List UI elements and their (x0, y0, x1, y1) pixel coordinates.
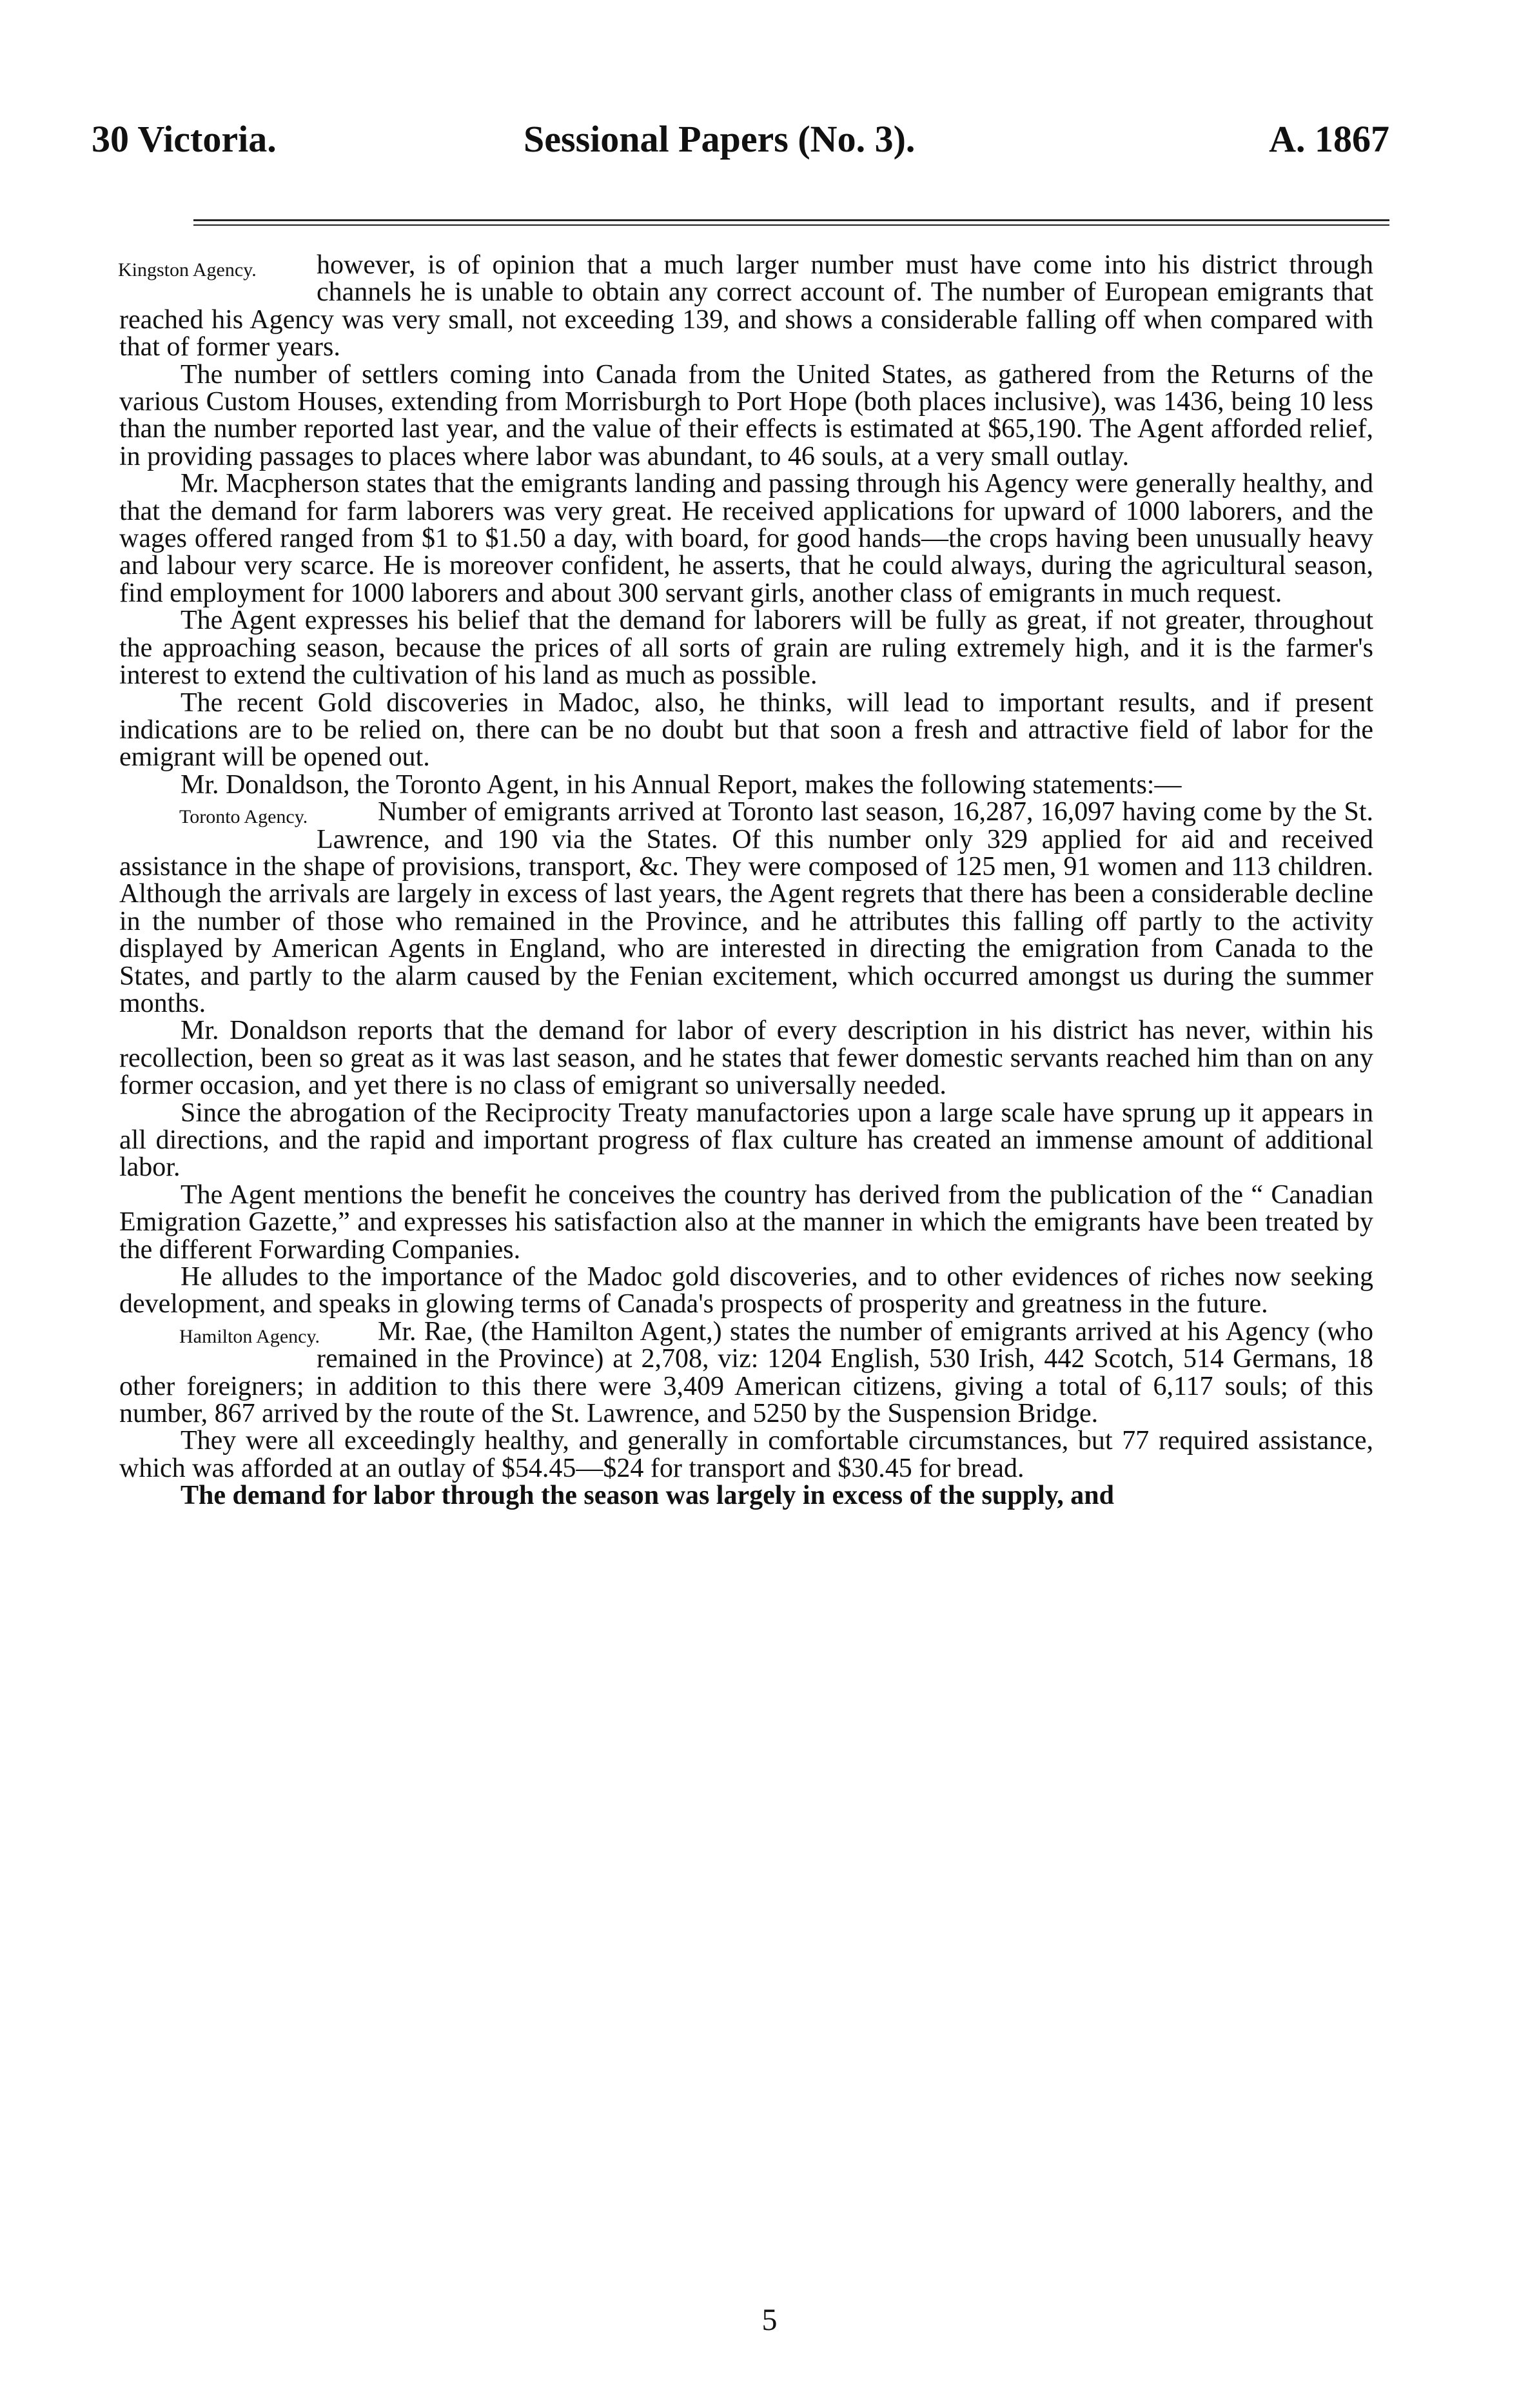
paragraph: Kingston Agency. however, is of opinion that a much larger number must have come into his district through channels he is unable to obtain any correct account of. The number of European emigrants that reached his Agency was very small, not exceeding 139, and shows a considerable falling off when compared with that of former years. (118, 250, 1373, 362)
paragraph: The recent Gold discoveries in Madoc, also, he thinks, will lead to important results, and if present indications are to be relied on, there can be no doubt but that soon a fresh and attractive field of labor for the emigrant will be opened out. (119, 687, 1373, 773)
paragraph: The number of settlers coming into Canada from the United States, as gathered from the Returns of the various Custom Houses, extending from Morrisburgh to Port Hope (both places inclusive), was 1436, being 10 less than the number reported last year, and the value of their effects is estimated at $65,190. The Agent afforded relief, in providing passages to places where labor was abundant, to 46 souls, at a very small outlay. (119, 359, 1373, 471)
header-rule-top (193, 219, 1389, 221)
paragraph: Mr. Donaldson, the Toronto Agent, in his Annual Report, makes the following statements:— (181, 769, 1182, 800)
paragraph: The Agent mentions the benefit he conceives the country has derived from the publication of the “ Canadian Emigration Gazette,” and expresses his satisfaction also at the manner in which the emigrants have been treated by the different Forwarding Companies. (119, 1179, 1373, 1265)
paragraph-last-line: The demand for labor through the season was largely in excess of the supply, and (181, 1481, 1115, 1511)
margin-note-toronto: Toronto Agency. (179, 806, 308, 828)
paragraph: Hamilton Agency. Mr. Rae, (the Hamilton Agent,) states the number of emigrants arrived at his Agency (who remained in the Province) at 2,708, viz: 1204 English, 530 Irish, 442 Scotch, 514 Germans, 18 other foreigners; in addition to this there were 3,409 American citizens, giving a total of 6,117 souls; of this number, 867 arrived by the route of the St. Lawrence, and 5250 by the Suspension Bridge. (119, 1316, 1373, 1429)
paragraph: The Agent expresses his belief that the demand for laborers will be fully as great, if not greater, throughout the approaching season, because the prices of all sorts of grain are ruling extremely high, and it is the farmer's interest to extend the cultivation of his land as much as possible. (119, 606, 1373, 691)
paragraph: Since the abrogation of the Reciprocity Treaty manufactories upon a large scale have sprung up it appears in all directions, and the rapid and important progress of flax culture has created an immense amount of additional labor. (119, 1098, 1373, 1183)
paragraph: They were all exceedingly healthy, and generally in comfortable circumstances, but 77 required assistance, which was afforded at an outlay of $54.45—$24 for transport and $30.45 for bread. (119, 1426, 1373, 1483)
header-volume: 30 Victoria. (92, 118, 277, 160)
paragraph: Toronto Agency. Number of emigrants arrived at Toronto last season, 16,287, 16,097 having come by the St. Lawrence, and 190 via the States. Of this number only 329 applied for aid and received assistance in the shape of provisions, transport, &c. They were composed of 125 men, 91 women and 113 children. Although the arrivals are largely in excess of last years, the Agent regrets that there has been a considerable decline in the number of those who remained in the Province, and he attributes this falling off partly to the activity displayed by American Agents in England, who are interested in directing the emigration from Canada to the States, and partly to the alarm caused by the Fenian excitement, which occurred amongst us during the summer months. (119, 797, 1373, 1018)
body-text (119, 252, 1373, 1510)
header-title: Sessional Papers (No. 3). (524, 118, 916, 160)
header-year: A. 1867 (1269, 118, 1389, 160)
running-header (79, 117, 1389, 169)
header-rule-bottom (193, 224, 1389, 226)
paragraph: Mr. Donaldson reports that the demand for labor of every description in his district has never, within his recollection, been so great as it was last season, and he states that fewer domestic servants reached him than on any former occasion, and yet there is no class of emigrant so universally needed. (119, 1016, 1373, 1101)
margin-note-hamilton: Hamilton Agency. (179, 1325, 320, 1347)
margin-note-kingston: Kingston Agency. (118, 259, 257, 281)
paragraph: Mr. Macpherson states that the emigrants landing and passing through his Agency were generally healthy, and that the demand for farm laborers was very great. He received applications for upward of 1000 laborers, and the wages offered ranged from $1 to $1.50 a day, with board, for good hands—the crops having been unusually heavy and labour very scarce. He is moreover confident, he asserts, that he could always, during the agricultural season, find employment for 1000 laborers and about 300 servant girls, another class of emigrants in much request. (119, 469, 1373, 608)
page-number: 5 (761, 2303, 778, 2337)
paragraph: He alludes to the importance of the Madoc gold discoveries, and to other evidences of riches now seeking development, and speaks in glowing terms of Canada's prospects of prosperity and greatness in the future. (119, 1262, 1373, 1319)
